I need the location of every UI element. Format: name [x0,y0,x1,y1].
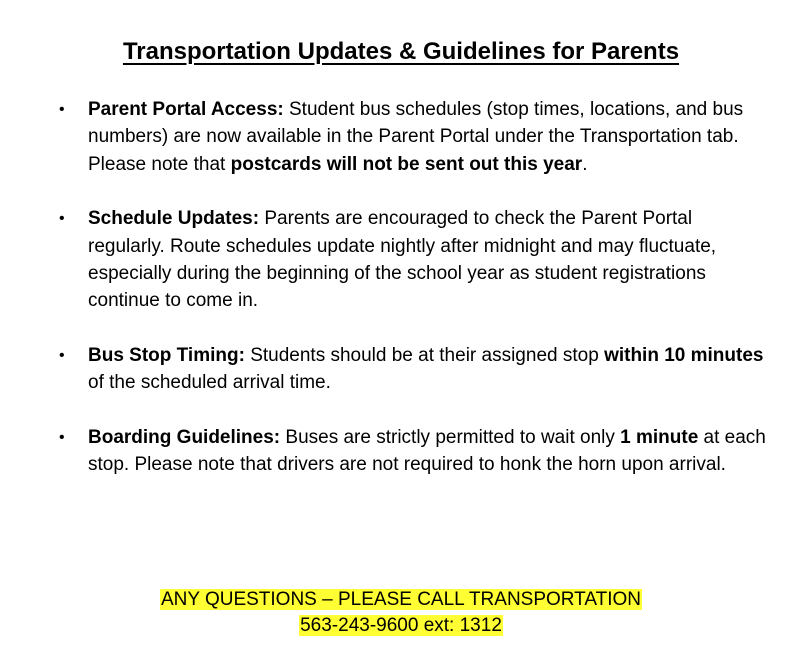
item-text: . [582,153,588,175]
guidelines-list [88,96,768,506]
list-item-boarding-guidelines [88,424,768,479]
item-emphasis: postcards will not be sent out this year [230,153,583,175]
item-text: Parents are encouraged to check the Parent Portal regularly. Route schedules update nightly after midnight and may fluctuate, especially during the beginning of the school year as student registrations continue to come in. [88,208,717,312]
item-emphasis: within 10 minutes [604,345,764,367]
list-item-parent-portal-access [88,96,768,178]
item-text: Buses are strictly permitted to wait only [280,427,621,449]
item-text: of the scheduled arrival time. [88,372,331,394]
page-title: Transportation Updates & Guidelines for Parents [122,38,680,65]
contact-block [0,587,802,639]
item-text: Students should be at their assigned stop [244,345,605,367]
list-item-bus-stop-timing [88,342,768,397]
contact-line-questions: ANY QUESTIONS – PLEASE CALL TRANSPORTATION [160,589,642,610]
item-heading: Boarding Guidelines: [88,427,281,449]
list-item-schedule-updates [88,205,768,314]
item-heading: Schedule Updates: [88,208,260,230]
item-heading: Parent Portal Access: [88,99,284,120]
contact-phone-number: 563-243-9600 ext: 1312 [300,615,502,636]
item-text: Student bus schedules (stop times, locations, and bus numbers) are now available in the Parent Portal under the Transportation tab. Please note that [88,99,744,175]
item-heading: Bus Stop Timing: [88,345,245,367]
item-text: at each stop. Please note that drivers are not required to honk the horn upon arrival. [88,427,766,476]
item-emphasis: 1 minute [620,427,699,449]
